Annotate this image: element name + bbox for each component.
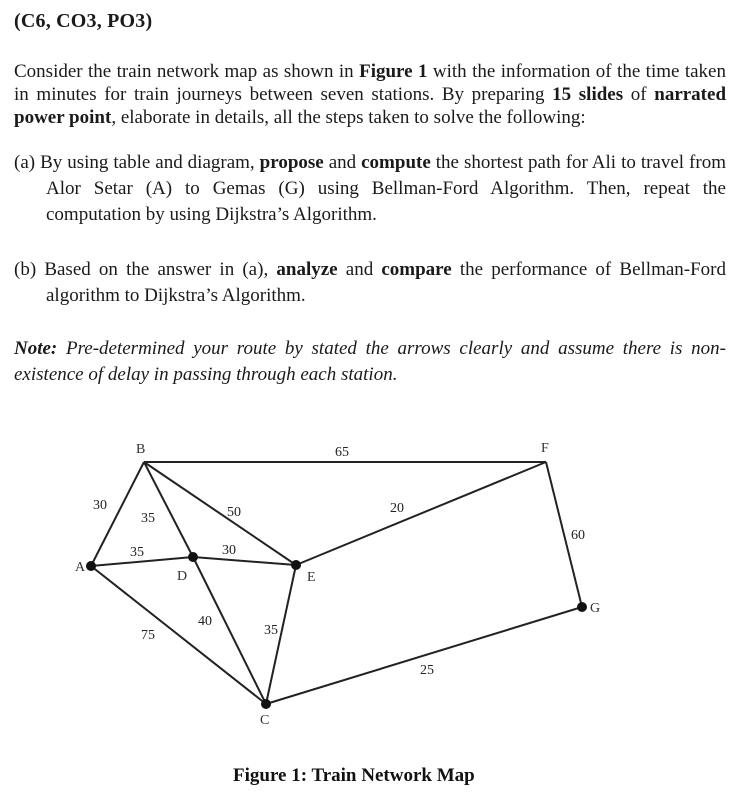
station-node-G — [577, 602, 587, 612]
train-network-map — [0, 420, 741, 797]
station-node-D — [188, 552, 198, 562]
edge-B-D — [144, 462, 193, 557]
note-paragraph — [14, 336, 726, 388]
weight-label-A-B: 30 — [93, 498, 107, 513]
weight-label-B-E: 50 — [227, 505, 241, 520]
weight-label-A-D: 35 — [130, 545, 144, 560]
weight-label-D-E: 30 — [222, 543, 236, 558]
question-part-b: (b) Based on the answer in (a), analyze and compare the performance of Bellman-Ford algorithm to Dijkstra’s Algorithm. — [14, 259, 726, 306]
edge-E-F — [296, 462, 546, 565]
station-node-C — [261, 699, 271, 709]
station-node-A — [86, 561, 96, 571]
station-label-B: B — [136, 442, 146, 457]
weight-label-C-G: 25 — [420, 663, 434, 678]
weight-label-E-C: 35 — [264, 623, 278, 638]
edge-C-G — [266, 607, 582, 704]
weight-label-E-F: 20 — [390, 501, 404, 516]
weight-label-A-C: 75 — [141, 628, 155, 643]
note-text: Pre-determined your route by stated the arrows clearly and assume there is non-existence of delay in passing through each station. — [14, 338, 726, 385]
weight-label-B-F: 65 — [335, 445, 349, 460]
weight-label-F-G: 60 — [571, 528, 585, 543]
station-label-F: F — [541, 441, 549, 456]
station-label-A: A — [75, 560, 86, 575]
edge-B-E — [144, 462, 296, 565]
station-label-G: G — [590, 601, 601, 616]
edge-A-C — [91, 566, 266, 704]
edge-D-E — [193, 557, 296, 565]
weight-label-D-C: 40 — [198, 614, 212, 629]
station-label-D: D — [177, 569, 188, 584]
station-label-C: C — [260, 713, 270, 728]
train-network-figure — [0, 420, 741, 797]
edge-D-C — [193, 557, 266, 704]
note-label: Note: — [14, 338, 58, 359]
station-label-E: E — [307, 570, 316, 585]
station-node-E — [291, 560, 301, 570]
course-outcome-codes: (C6, CO3, PO3) — [14, 10, 153, 32]
weight-label-B-D: 35 — [141, 511, 155, 526]
question-part-a: (a) By using table and diagram, propose and compute the shortest path for Ali to travel from Alor Setar (A) to Gemas (G) using Bellman-Ford Algorithm. Then, repeat the computation by using Dijkstra’s Algorithm. — [14, 152, 726, 225]
figure-caption: Figure 1: Train Network Map — [233, 765, 475, 786]
intro-paragraph: Consider the train network map as shown in Figure 1 with the information of the time taken in minutes for train journeys between seven stations. By preparing 15 slides of narrated power point, elaborate in details, all the steps taken to solve the following: — [14, 61, 727, 128]
